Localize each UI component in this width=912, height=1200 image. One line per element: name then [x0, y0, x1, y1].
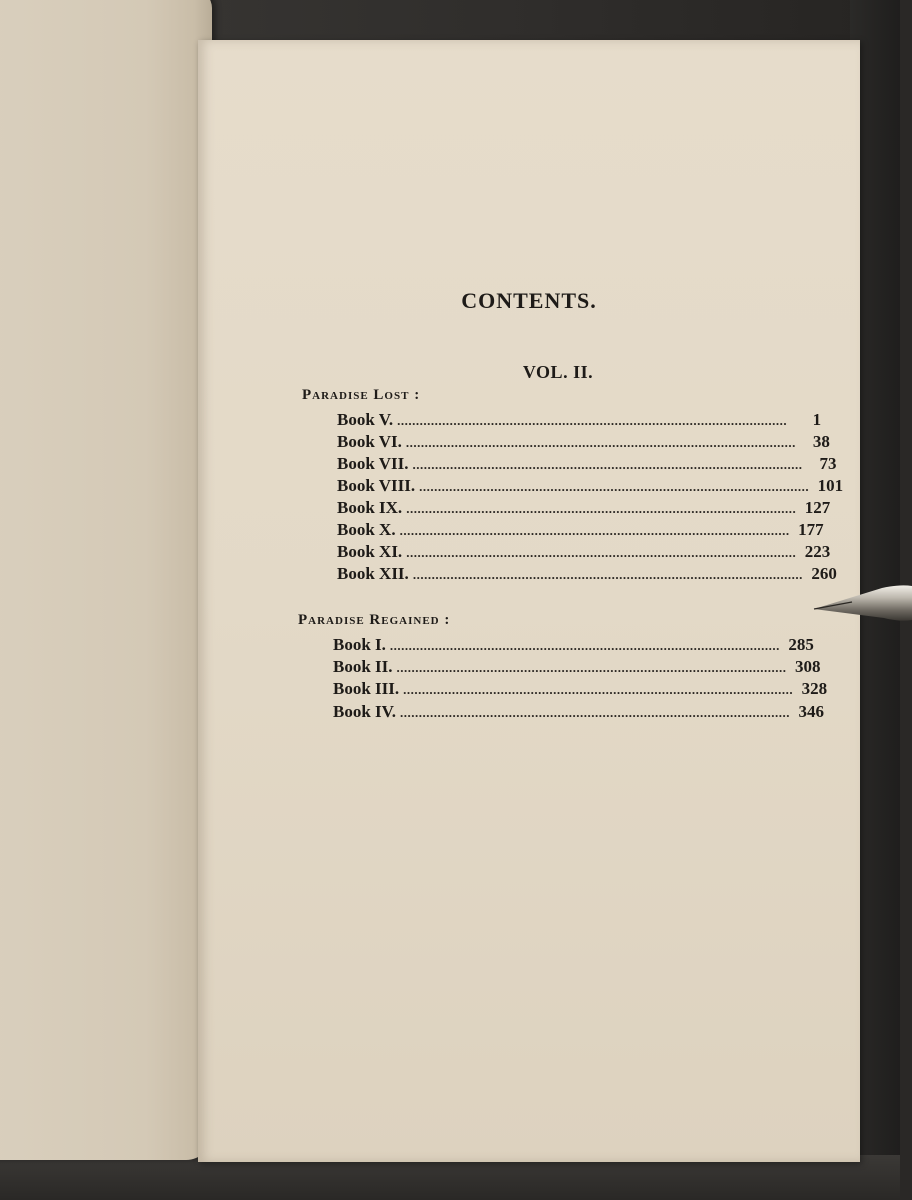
contents-title: CONTENTS.	[461, 288, 597, 313]
toc-entry-page: 177	[798, 520, 824, 539]
toc-entry-page: 127	[804, 498, 831, 517]
toc-entry-page: 73	[819, 454, 837, 473]
section-heading-paradise-regained: Paradise Regained :	[298, 612, 451, 628]
toc-entry-label: Book IX.	[337, 498, 403, 517]
toc-entry-label: Book I.	[333, 635, 386, 654]
dot-leader: ........................................................................................................	[389, 638, 780, 653]
dot-leader: ........................................................................................................	[399, 523, 790, 538]
toc-entry	[333, 657, 821, 679]
toc-entry-page: 285	[788, 635, 814, 654]
toc-entry	[333, 679, 828, 701]
dot-leader: ........................................................................................................	[412, 567, 803, 582]
toc-entry	[333, 702, 824, 724]
dot-leader: ........................................................................................................	[403, 682, 794, 697]
toc-entry	[337, 564, 837, 586]
toc-entry-label: Book VI.	[337, 432, 402, 451]
toc-entry-page: 1	[812, 410, 822, 429]
toc-entry-page: 260	[811, 564, 837, 583]
pen-tip-icon	[812, 582, 912, 626]
left-blank-page	[0, 0, 212, 1160]
dot-leader: ........................................................................................................	[397, 413, 788, 428]
toc-entry-label: Book III.	[333, 679, 400, 698]
toc-entry-label: Book II.	[333, 657, 393, 676]
toc-entry	[337, 476, 844, 498]
volume-title: VOL. II.	[522, 362, 594, 382]
toc-entry-page: 346	[798, 702, 824, 721]
dot-leader: ........................................................................................................	[400, 705, 790, 720]
toc-entry-label: Book X.	[337, 520, 396, 539]
toc-entry	[333, 635, 814, 657]
contents-page	[198, 40, 860, 1162]
dot-leader: ........................................................................................................	[412, 457, 803, 472]
toc-entry	[337, 520, 824, 542]
toc-entry	[337, 410, 822, 432]
toc-entry	[337, 542, 831, 564]
toc-entry-label: Book VII.	[337, 454, 409, 473]
toc-entry-label: Book XI.	[337, 542, 403, 561]
dot-leader: ........................................................................................................	[405, 435, 796, 450]
toc-entry-label: Book IV.	[333, 702, 396, 721]
section-heading-paradise-lost: Paradise Lost :	[302, 387, 421, 403]
toc-entry-page: 328	[801, 679, 828, 698]
toc-entry-page: 38	[812, 432, 830, 451]
dot-leader: ........................................................................................................	[419, 479, 810, 494]
toc-entry-page: 223	[804, 542, 831, 561]
toc-entry	[337, 454, 837, 476]
toc-entry-page: 101	[817, 476, 844, 495]
dot-leader: ........................................................................................................	[406, 545, 797, 560]
toc-entry-label: Book XII.	[337, 564, 409, 583]
dot-leader: ........................................................................................................	[406, 501, 797, 516]
toc-entry-page: 308	[795, 657, 821, 676]
dot-leader: ........................................................................................................	[396, 660, 787, 675]
toc-entry	[337, 432, 830, 454]
toc-entry-label: Book VIII.	[337, 476, 416, 495]
toc-entry	[337, 498, 831, 520]
toc-entry-label: Book V.	[337, 410, 394, 429]
